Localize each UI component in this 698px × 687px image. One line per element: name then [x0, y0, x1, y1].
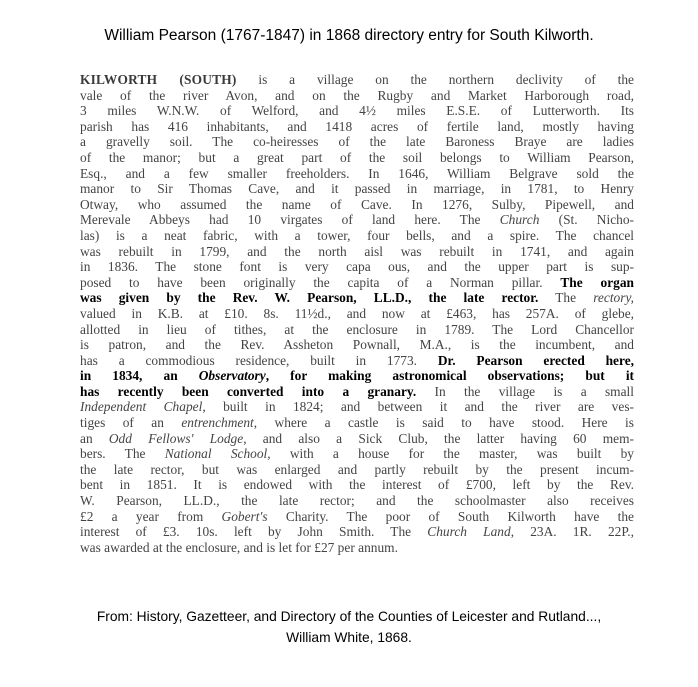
directory-entry-scan [80, 72, 634, 555]
entry-text: Charity. The poor of South Kilworth have the [267, 508, 634, 524]
entry-line [80, 368, 634, 384]
entry-line [80, 134, 634, 150]
entry-text: posed to have been originally the capita of a Norman pillar. [80, 274, 561, 290]
entry-line [80, 88, 634, 104]
entry-line [80, 244, 634, 260]
entry-line [80, 103, 634, 119]
entry-line [80, 306, 634, 322]
highlighted-text: Observatory [198, 368, 266, 384]
entry-text: Church Land [427, 524, 511, 540]
entry-text: parish has 416 inhabitants, and 1418 acres of fertile land, mostly having [80, 118, 634, 134]
highlighted-text: was given by the Rev. W. Pearson, LL.D., the late rector. [80, 290, 539, 306]
highlighted-text: has recently been converted into a granary. [80, 383, 417, 399]
entry-text: an [80, 430, 109, 446]
entry-line [80, 228, 634, 244]
entry-line [80, 477, 634, 493]
entry-text: Merevale Abbeys had 10 virgates of land here. The [80, 212, 500, 228]
entry-text: interest of £3. 10s. left by John Smith. The [80, 524, 428, 540]
entry-line [80, 446, 634, 462]
entry-text: , built in 1824; and between it and the river are ves- [202, 399, 634, 415]
entry-text: bers. The [80, 446, 165, 462]
entry-text: has a commodious residence, built in 1773. [80, 352, 438, 368]
entry-text: In the village is a small [416, 383, 634, 399]
entry-line [80, 399, 634, 415]
entry-line [80, 181, 634, 197]
entry-text: , where a castle is said to have stood. Here is [253, 415, 634, 431]
entry-text: Odd Fellows' Lodge [108, 430, 244, 446]
entry-text: is a village on the northern declivity of the [236, 72, 634, 87]
highlighted-text: The organ [560, 274, 634, 290]
entry-text: W. Pearson, LL.D., the late rector; and the schoolmaster also receives [80, 493, 634, 509]
entry-text: £2 a year from [80, 508, 222, 524]
entry-text: las) is a neat fabric, with a tower, four bells, and a spire. The chancel [80, 227, 634, 243]
entry-text: tiges of an [80, 415, 182, 431]
entry-text: entrenchment [181, 415, 254, 431]
entry-text: rectory, [593, 290, 634, 306]
entry-text: Independent Chapel [80, 399, 203, 415]
entry-text: valued in K.B. at £10. 8s. 11½d., and now at £463, has 257A. of glebe, [80, 305, 634, 321]
entry-line [80, 431, 634, 447]
entry-line [80, 212, 634, 228]
entry-text: , with a house for the master, was built by [267, 446, 634, 462]
entry-line [80, 259, 634, 275]
highlighted-text: in 1834, an [80, 368, 199, 384]
entry-line [80, 462, 634, 478]
entry-line [80, 322, 634, 338]
source-citation-line-2: William White, 1868. [286, 630, 412, 645]
entry-text: Esq., and a few smaller freeholders. In 1646, William Belgrave sold the [80, 165, 634, 181]
entry-text: 3 miles W.N.W. of Welford, and 4½ miles E.S.E. of Lutterworth. Its [80, 103, 634, 119]
entry-text: , 23A. 1R. 22P., [510, 524, 634, 540]
entry-text: bent in 1851. It is endowed with the interest of £700, left by the Rev. [80, 477, 634, 493]
entry-line [80, 150, 634, 166]
entry-text: National School [164, 446, 268, 462]
entry-text: , and also a Sick Club, the latter having 60 mem- [243, 430, 634, 446]
entry-line [80, 275, 634, 291]
entry-text: Church [499, 212, 540, 228]
entry-text: allotted in lieu of tithes, at the enclosure in 1789. The Lord Chancellor [80, 321, 634, 337]
entry-text: was rebuilt in 1799, and the north aisl was rebuilt in 1741, and again [80, 243, 634, 259]
entry-text: vale of the river Avon, and on the Rugby and Market Harborough road, [80, 87, 634, 103]
entry-text: in 1836. The stone font is very capa ous, and the upper part is sup- [80, 259, 634, 275]
entry-line [80, 509, 634, 525]
source-citation-line-1: From: History, Gazetteer, and Directory of the Counties of Leicester and Rutland..., [96, 609, 602, 624]
entry-text: (St. Nicho- [539, 212, 634, 228]
caption-title: William Pearson (1767-1847) in 1868 directory entry for South Kilworth. [104, 27, 594, 44]
entry-line [80, 119, 634, 135]
entry-line [80, 384, 634, 400]
entry-text: Gobert's [221, 508, 268, 524]
entry-text: KILWORTH (SOUTH) [80, 72, 237, 87]
entry-line [80, 197, 634, 213]
source-citation [0, 606, 698, 648]
entry-text: the late rector, but was enlarged and partly rebuilt by the present incum- [80, 461, 634, 477]
entry-text: is patron, and the Rev. Assheton Pownall, M.A., is the incumbent, and [80, 337, 634, 353]
entry-text: a gravelly soil. The co-heiresses of the late Baroness Braye are ladies [80, 134, 634, 150]
entry-line [80, 72, 634, 88]
highlighted-text: , for making astronomical observations; but it [265, 368, 635, 384]
entry-line [80, 166, 634, 182]
entry-line [80, 493, 634, 509]
entry-line [80, 337, 634, 353]
entry-text: manor to Sir Thomas Cave, and it passed in marriage, in 1781, to Henry [80, 181, 634, 197]
entry-line [80, 353, 634, 369]
entry-line [80, 290, 634, 306]
entry-line [80, 524, 634, 540]
entry-line [80, 540, 634, 556]
entry-line [80, 415, 634, 431]
entry-text: was awarded at the enclosure, and is let for £27 per annum. [80, 539, 398, 555]
entry-text: The [538, 290, 594, 306]
highlighted-text: Dr. Pearson erected here, [437, 352, 634, 368]
entry-text: Otway, who assumed the name of Cave. In 1276, Sulby, Pipewell, and [80, 196, 634, 212]
entry-text: of the manor; but a great part of the soil belongs to William Pearson, [80, 149, 634, 165]
